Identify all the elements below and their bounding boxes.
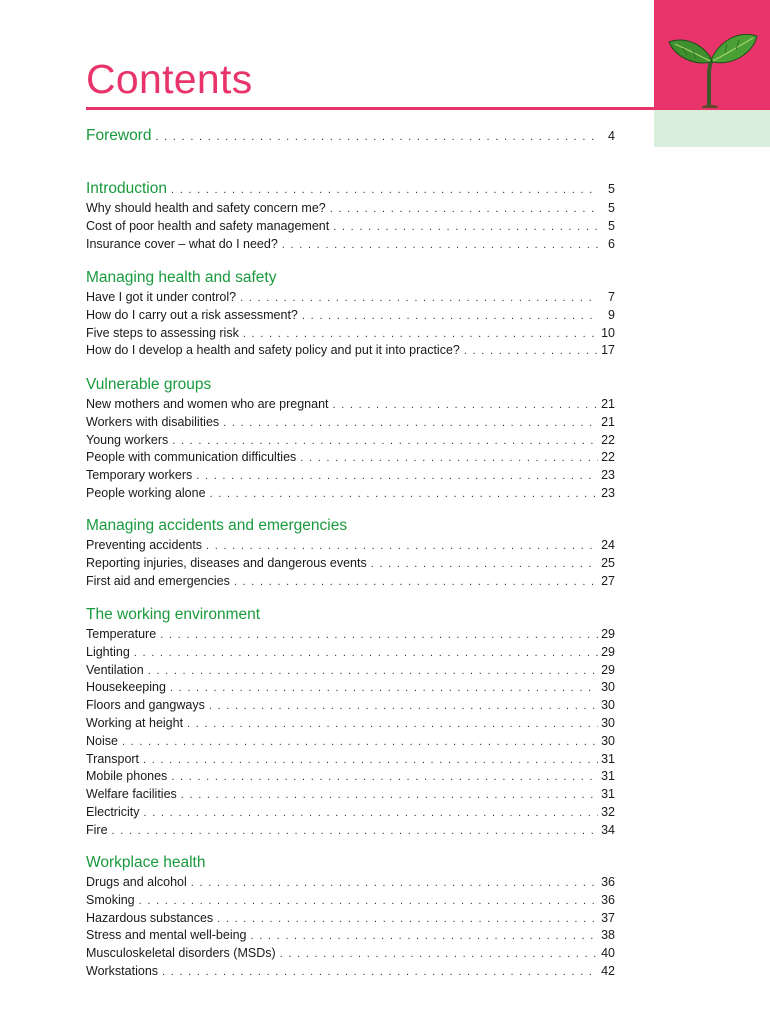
toc-entry-label: Have I got it under control? xyxy=(86,290,237,304)
dot-leader xyxy=(170,682,598,694)
toc-section-managing-accidents xyxy=(86,517,615,591)
page-number: 22 xyxy=(601,450,615,465)
toc-entry-label: Stress and mental well-being xyxy=(86,928,247,943)
toc-entry[interactable] xyxy=(86,326,615,344)
page-number: 4 xyxy=(608,129,615,143)
dot-leader xyxy=(196,470,598,482)
dot-leader xyxy=(181,789,598,801)
toc-entry[interactable] xyxy=(86,875,615,893)
toc-entry-label: Welfare facilities xyxy=(86,787,177,802)
toc-entry[interactable] xyxy=(86,433,615,451)
corner-green-block xyxy=(654,110,770,147)
dot-leader xyxy=(148,665,598,677)
toc-entry[interactable] xyxy=(86,556,615,574)
toc-entry[interactable] xyxy=(86,308,615,326)
page-number: 32 xyxy=(601,804,615,819)
toc-entry[interactable] xyxy=(86,397,615,415)
dot-leader xyxy=(223,417,598,429)
dot-leader xyxy=(171,771,598,783)
dot-leader xyxy=(234,576,598,588)
dot-leader xyxy=(155,131,598,143)
dot-leader xyxy=(333,221,598,233)
dot-leader xyxy=(112,825,598,837)
title-divider xyxy=(86,107,654,110)
page-number: 29 xyxy=(601,662,615,677)
page-number: 29 xyxy=(601,627,615,641)
toc-entry-label: Workstations xyxy=(86,963,159,978)
page-number: 9 xyxy=(608,307,615,322)
toc-entry[interactable] xyxy=(86,964,615,982)
dot-leader xyxy=(302,310,598,322)
page-number: 23 xyxy=(601,468,615,483)
toc-entry[interactable] xyxy=(86,823,615,841)
toc-entry-label: Smoking xyxy=(86,892,135,907)
dot-leader xyxy=(171,184,598,196)
dot-leader xyxy=(162,966,598,978)
toc-entry-label: Reporting injuries, diseases and dangerous events xyxy=(86,555,367,570)
toc-entry[interactable] xyxy=(86,805,615,823)
page-number: 42 xyxy=(601,963,615,978)
toc-heading-label: Vulnerable groups xyxy=(86,376,212,393)
page-number: 30 xyxy=(601,698,615,713)
page-number: 23 xyxy=(601,485,615,500)
toc-entry-label: Hazardous substances xyxy=(86,910,214,925)
toc-entry-label: Housekeeping xyxy=(86,680,166,695)
toc-heading[interactable] xyxy=(86,180,615,200)
toc-entry-label: First aid and emergencies xyxy=(86,573,230,588)
dot-leader xyxy=(280,948,598,960)
toc-heading-label: Foreword xyxy=(86,127,152,144)
page-number: 36 xyxy=(601,875,615,889)
toc-entry-label: Temporary workers xyxy=(86,468,193,483)
page-number: 10 xyxy=(601,325,615,340)
page-number: 30 xyxy=(601,733,615,748)
page-number: 31 xyxy=(601,769,615,784)
page-number: 31 xyxy=(601,787,615,802)
toc-entry-label: Electricity xyxy=(86,804,140,819)
toc-heading[interactable] xyxy=(86,517,615,537)
page-number: 36 xyxy=(601,892,615,907)
dot-leader xyxy=(160,629,598,641)
toc-entry-label: Floors and gangways xyxy=(86,698,205,713)
dot-leader xyxy=(243,328,598,340)
toc-entry[interactable] xyxy=(86,468,615,486)
dot-leader xyxy=(464,345,598,357)
page-number: 25 xyxy=(601,555,615,570)
dot-leader xyxy=(206,540,598,552)
toc-entry-label: Five steps to assessing risk xyxy=(86,325,239,340)
dot-leader xyxy=(217,913,598,925)
toc-entry[interactable] xyxy=(86,680,615,698)
dot-leader xyxy=(240,292,598,304)
toc-entry[interactable] xyxy=(86,769,615,787)
toc-entry[interactable] xyxy=(86,415,615,433)
dot-leader xyxy=(282,239,598,251)
page-number: 30 xyxy=(601,680,615,695)
toc-heading[interactable] xyxy=(86,376,615,396)
toc-entry[interactable] xyxy=(86,928,615,946)
page-number: 40 xyxy=(601,946,615,961)
page-number: 27 xyxy=(601,573,615,588)
toc-entry[interactable] xyxy=(86,645,615,663)
toc-entry-label: How do I develop a health and safety policy and put it into practice? xyxy=(86,343,460,358)
toc-entry-label: Preventing accidents xyxy=(86,538,203,552)
toc-section-working-environment xyxy=(86,606,615,841)
toc-entry-label: Why should health and safety concern me? xyxy=(86,201,326,215)
toc-heading-label: The working environment xyxy=(86,606,261,623)
toc-heading[interactable] xyxy=(86,269,615,289)
toc-section-workplace-health xyxy=(86,854,615,982)
page-number: 22 xyxy=(601,432,615,447)
toc-entry[interactable] xyxy=(86,627,615,645)
dot-leader xyxy=(371,558,598,570)
toc-entry[interactable] xyxy=(86,698,615,716)
page-number: 24 xyxy=(601,538,615,552)
page-number: 6 xyxy=(608,236,615,251)
toc-heading[interactable] xyxy=(86,127,615,147)
page-number: 5 xyxy=(608,218,615,233)
toc-section-vulnerable-groups xyxy=(86,376,615,504)
toc-entry[interactable] xyxy=(86,219,615,237)
toc-heading-label: Managing health and safety xyxy=(86,269,277,286)
toc-entry-label: Workers with disabilities xyxy=(86,414,220,429)
dot-leader xyxy=(333,399,599,411)
toc-entry[interactable] xyxy=(86,343,615,361)
dot-leader xyxy=(122,736,598,748)
page-number: 7 xyxy=(608,290,615,304)
dot-leader xyxy=(330,203,598,215)
toc-heading[interactable] xyxy=(86,854,615,874)
toc-entry[interactable] xyxy=(86,787,615,805)
dot-leader xyxy=(300,452,598,464)
toc-entry-label: Drugs and alcohol xyxy=(86,875,187,889)
page-number: 38 xyxy=(601,928,615,943)
toc-entry[interactable] xyxy=(86,663,615,681)
toc-entry[interactable] xyxy=(86,911,615,929)
toc-entry-label: Mobile phones xyxy=(86,769,168,784)
dot-leader xyxy=(172,435,598,447)
toc-foreword xyxy=(86,127,615,148)
toc-entry[interactable] xyxy=(86,290,615,308)
toc-entry-label: How do I carry out a risk assessment? xyxy=(86,307,298,322)
page-number: 31 xyxy=(601,751,615,766)
toc-entry-label: New mothers and women who are pregnant xyxy=(86,397,329,411)
dot-leader xyxy=(139,895,598,907)
dot-leader xyxy=(187,718,598,730)
dot-leader xyxy=(210,488,598,500)
toc-entry-label: Noise xyxy=(86,733,118,748)
page-number: 29 xyxy=(601,644,615,659)
toc-heading-label: Workplace health xyxy=(86,854,206,871)
toc-entry[interactable] xyxy=(86,946,615,964)
toc-entry[interactable] xyxy=(86,486,615,504)
toc-heading-label: Managing accidents and emergencies xyxy=(86,517,348,534)
dot-leader xyxy=(191,877,598,889)
toc-entry[interactable] xyxy=(86,201,615,219)
page-number: 5 xyxy=(608,201,615,215)
toc-heading[interactable] xyxy=(86,606,615,626)
page-title: Contents xyxy=(86,56,253,102)
dot-leader xyxy=(209,700,598,712)
toc-entry-label: Lighting xyxy=(86,644,130,659)
toc-entry[interactable] xyxy=(86,237,615,255)
toc-entry-label: Musculoskeletal disorders (MSDs) xyxy=(86,946,276,961)
toc-heading-label: Introduction xyxy=(86,180,167,197)
toc-entry[interactable] xyxy=(86,734,615,752)
dot-leader xyxy=(251,930,599,942)
page-number: 34 xyxy=(601,822,615,837)
page-number: 17 xyxy=(601,343,615,358)
toc-entry-label: People with communication difficulties xyxy=(86,450,297,465)
toc-section-managing-health-safety xyxy=(86,269,615,361)
toc-entry-label: People working alone xyxy=(86,485,206,500)
dot-leader xyxy=(134,647,598,659)
toc-entry[interactable] xyxy=(86,893,615,911)
toc-entry-label: Temperature xyxy=(86,627,157,641)
page-number: 21 xyxy=(601,397,615,411)
page-number: 5 xyxy=(608,182,615,196)
page-number: 37 xyxy=(601,910,615,925)
toc-entry[interactable] xyxy=(86,574,615,592)
toc-entry-label: Young workers xyxy=(86,432,169,447)
dot-leader xyxy=(143,754,598,766)
page-number: 21 xyxy=(601,414,615,429)
toc-entry-label: Working at height xyxy=(86,715,184,730)
toc-entry-label: Transport xyxy=(86,751,140,766)
toc-entry[interactable] xyxy=(86,716,615,734)
page-number: 30 xyxy=(601,715,615,730)
toc-entry-label: Fire xyxy=(86,822,108,837)
toc-section-introduction xyxy=(86,180,615,254)
toc-entry[interactable] xyxy=(86,538,615,556)
toc-entry[interactable] xyxy=(86,450,615,468)
toc-entry-label: Insurance cover – what do I need? xyxy=(86,236,278,251)
seedling-icon xyxy=(665,22,759,108)
dot-leader xyxy=(143,807,598,819)
toc-entry-label: Ventilation xyxy=(86,662,144,677)
toc-entry[interactable] xyxy=(86,752,615,770)
toc-entry-label: Cost of poor health and safety management xyxy=(86,218,330,233)
